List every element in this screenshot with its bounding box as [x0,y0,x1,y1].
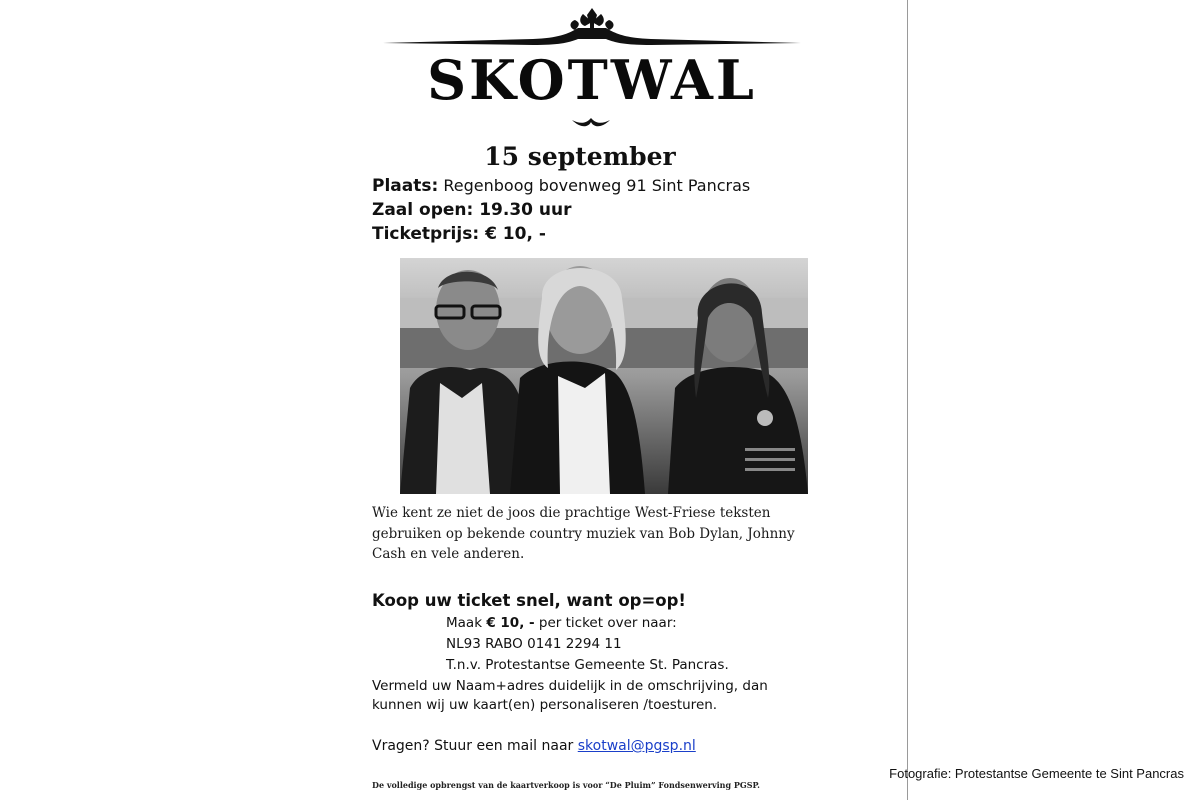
event-date: 15 september [484,142,676,171]
band-logo: SKOTWAL [427,48,757,112]
concert-flyer [360,0,840,800]
logo-ornament [383,6,801,48]
doors-label: Zaal open: [372,200,474,220]
iban: NL93 RABO 0141 2294 11 [446,636,622,652]
photo-credit: Fotografie: Protestantse Gemeente te Sint Pancras [889,766,1184,781]
ticket-price-line [372,224,546,244]
payment-post: per ticket over naar: [534,615,677,631]
contact-text: Vragen? Stuur een mail naar [372,738,578,754]
payment-amount: € 10, - [486,615,535,631]
payment-note-1: Vermeld uw Naam+adres duidelijk in de omschrijving, dan [372,678,768,694]
account-holder: T.n.v. Protestantse Gemeente St. Pancras. [446,657,729,673]
band-photo [400,258,808,494]
payment-pre: Maak [446,615,487,631]
band-description: Wie kent ze niet de joos die prachtige West-Friese teksten gebruiken op bekende country muziek van Bob Dylan, Johnny Cash en vele anderen. [372,505,795,562]
page-divider [907,0,908,800]
doors-line [372,200,572,220]
ticket-price-label: Ticketprijs: [372,224,480,244]
location-label: Plaats: [372,176,439,196]
location-line [372,176,750,196]
payment-note-2: kunnen wij uw kaart(en) personaliseren /toesturen. [372,697,718,713]
ticket-price-value: € 10, - [485,224,546,244]
logo-ornament-bottom [570,116,612,130]
call-to-action: Koop uw ticket snel, want op=op! [372,591,686,610]
proceeds-footnote: De volledige opbrengst van de kaartverkoop is voor “De Pluim” Fondsenwerving PGSP. [372,780,760,790]
location-value: Regenboog bovenweg 91 Sint Pancras [443,176,751,195]
payment-instruction [446,615,677,631]
contact-line [372,738,696,754]
doors-value: 19.30 uur [479,200,572,220]
band-photo-image [400,258,808,494]
email-link[interactable]: skotwal@pgsp.nl [577,738,696,754]
